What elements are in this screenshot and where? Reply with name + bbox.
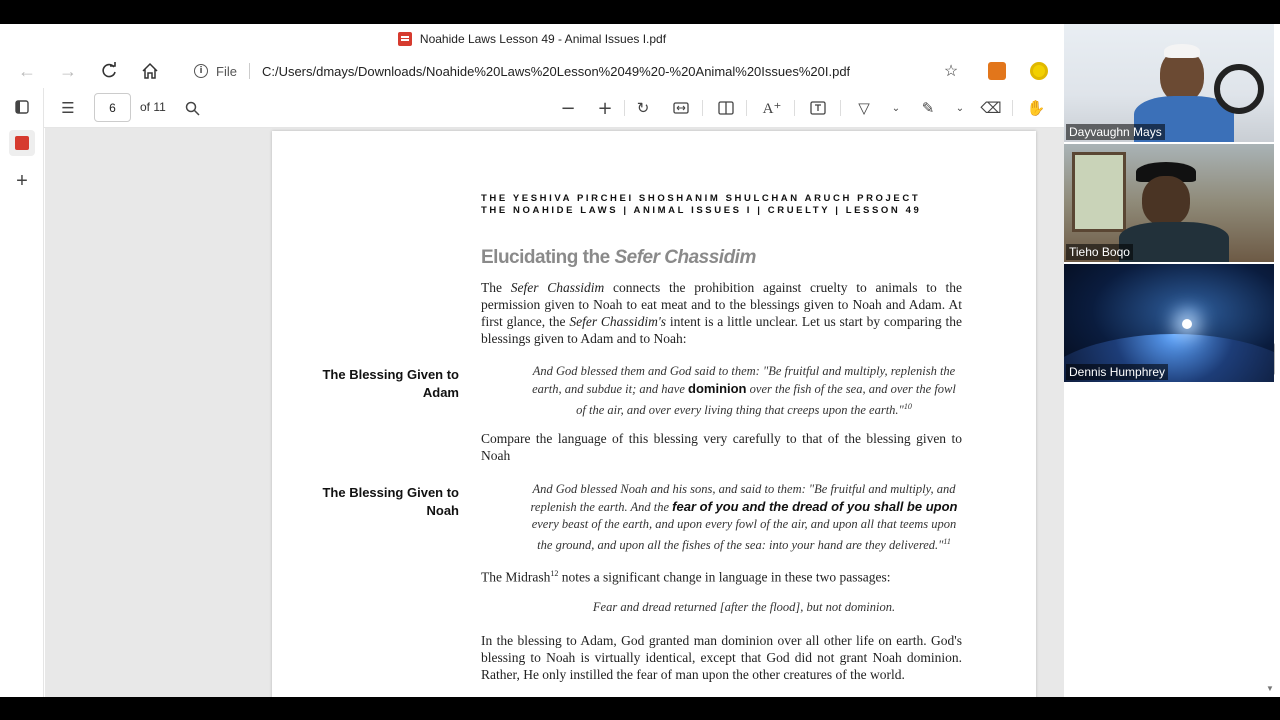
p1-a: The xyxy=(481,280,511,295)
p1-e: intent is a little unclear. Let us start by comparing the blessings given to Adam and to Noah: xyxy=(481,314,962,346)
erase-icon[interactable]: ⌫ xyxy=(980,99,1002,117)
p3-b: notes a significant change in language in these two passages: xyxy=(558,569,891,585)
chevron-down-icon[interactable]: ⌄ xyxy=(891,102,901,114)
read-aloud-icon[interactable]: A⁺ xyxy=(762,100,782,117)
zoom-in-icon[interactable]: + xyxy=(597,97,613,119)
sidenote-adam: The Blessing Given to Adam xyxy=(322,367,459,400)
zoom-out-icon[interactable]: − xyxy=(560,97,576,119)
quote-noah xyxy=(526,481,962,554)
contents-icon[interactable]: ☰ xyxy=(61,99,75,117)
qa-a: And God blessed them and God said to them: "Be fruitful and multiply, replenish the earth, and subdue it; and have xyxy=(532,364,956,396)
navigation-bar xyxy=(0,54,1064,88)
sun-glare xyxy=(1182,319,1192,329)
footnote-12: 12 xyxy=(550,569,559,578)
participant-name: Tiehо Boqo xyxy=(1066,244,1133,260)
heading-text: Elucidating the xyxy=(481,247,615,268)
section-heading xyxy=(481,247,756,269)
paragraph-1 xyxy=(481,279,962,347)
qn-b: fear of you and the dread of you shall be upon xyxy=(672,499,958,514)
toolbar-separator xyxy=(840,100,841,116)
tabs-icon[interactable] xyxy=(9,94,35,120)
pdf-toolbar xyxy=(44,88,1064,128)
toolbar-separator xyxy=(794,100,795,116)
highlight-icon[interactable]: ▽ xyxy=(858,99,870,117)
address-separator xyxy=(249,63,250,79)
touch-icon[interactable]: ✋ xyxy=(1026,99,1046,117)
qa-c: over the fish of the sea, and over the fowl of the air, and over every living thing that creeps upon the earth." xyxy=(576,382,956,418)
toolbar-separator xyxy=(624,100,625,116)
sidenote-noah: The Blessing Given to Noah xyxy=(322,485,459,518)
doc-header-line-1: THE YESHIVA PIRCHEI SHOSHANIM SHULCHAN ARUCH PROJECT xyxy=(481,193,921,204)
address-bar[interactable] xyxy=(180,57,970,85)
pdf-viewer[interactable] xyxy=(45,128,1064,697)
toolbar-separator xyxy=(746,100,747,116)
paragraph-3 xyxy=(481,565,962,586)
scroll-down-arrow[interactable]: ▼ xyxy=(1266,684,1274,693)
extension-icon[interactable] xyxy=(1030,62,1048,80)
file-label: File xyxy=(216,63,237,79)
microphone-arm xyxy=(1214,64,1264,114)
page-view-icon[interactable] xyxy=(714,96,738,120)
participant-cap xyxy=(1164,44,1200,58)
p1-c: connects the prohibition against cruelty to animals to the permission given to Noah to eat meat and to the blessings given to Noah and Adam. At first glance, the xyxy=(481,280,962,329)
chevron-down-icon[interactable]: ⌄ xyxy=(955,102,965,114)
add-icon[interactable]: + xyxy=(16,169,28,192)
forward-icon[interactable]: → xyxy=(59,60,77,81)
draw-icon[interactable]: ✎ xyxy=(921,99,935,117)
home-icon[interactable] xyxy=(135,56,165,86)
pdf-icon xyxy=(398,32,412,46)
text-icon[interactable] xyxy=(806,96,830,120)
qn-a: And God blessed Noah and his sons, and said to them: "Be fruitful and multiply, and replenish the earth. And the xyxy=(530,482,956,514)
rotate-icon[interactable]: ↻ xyxy=(636,99,650,117)
window-frame xyxy=(1072,152,1126,232)
search-icon[interactable] xyxy=(180,96,204,120)
metamask-icon[interactable] xyxy=(988,62,1006,80)
p1-b: Sefer Chassidim xyxy=(510,280,605,295)
video-tile-1[interactable] xyxy=(1064,24,1274,142)
paragraph-2: Compare the language of this blessing very carefully to that of the blessing given to Noah xyxy=(481,431,962,463)
refresh-icon[interactable] xyxy=(94,56,124,86)
participant-jacket xyxy=(1119,222,1229,262)
footnote-10: 10 xyxy=(903,402,912,411)
p3-a: The Midrash xyxy=(481,569,551,585)
quote-adam xyxy=(526,363,962,419)
url-text[interactable]: C:/Users/dmays/Downloads/Noahide%20Laws%20Lesson%2049%20-%20Animal%20Issues%20I.pdf xyxy=(261,63,851,79)
participant-name: Dennis Humphrey xyxy=(1066,364,1168,380)
info-icon[interactable]: i xyxy=(194,64,208,78)
video-tile-3[interactable] xyxy=(1064,264,1274,382)
paragraph-4: In the blessing to Adam, God granted man dominion over all other life on earth. God's blessing to Noah is virtually identical, except that God did not grant Noah dominion. Rather, He only instilled the fear of man upon the other creatures of the world. xyxy=(481,633,962,682)
participant-name: Dayvaughn Mays xyxy=(1066,124,1165,140)
page-count: of 11 xyxy=(140,100,166,114)
favorite-icon[interactable]: ☆ xyxy=(943,63,959,80)
page-number-input[interactable]: 6 xyxy=(94,93,131,122)
window-title: Noahide Laws Lesson 49 - Animal Issues I.pdf xyxy=(419,32,667,46)
qa-b: dominion xyxy=(688,381,747,396)
quote-midrash: Fear and dread returned [after the flood], but not dominion. xyxy=(592,600,896,614)
back-icon[interactable]: ← xyxy=(18,60,36,81)
title-bar xyxy=(0,24,1064,54)
video-tile-2[interactable] xyxy=(1064,144,1274,262)
doc-header-line-2: THE NOAHIDE LAWS | ANIMAL ISSUES I | CRUELTY | LESSON 49 xyxy=(481,205,922,216)
video-panel xyxy=(1064,24,1276,382)
heading-italic: Sefer Chassidim xyxy=(614,247,756,268)
footnote-11: 11 xyxy=(943,537,951,546)
p1-d: Sefer Chassidim's xyxy=(569,314,667,329)
toolbar-separator xyxy=(1012,100,1013,116)
fit-icon[interactable] xyxy=(669,96,693,120)
pdf-tab-icon[interactable] xyxy=(9,130,35,156)
participant-head xyxy=(1142,176,1190,226)
top-letterbox xyxy=(0,0,1280,24)
toolbar-separator xyxy=(702,100,703,116)
bottom-letterbox xyxy=(0,697,1280,720)
qn-c: every beast of the earth, and upon every fowl of the air, and upon all that teems upon the ground, and upon all the fishes of the sea: into your hand are they delivered." xyxy=(531,517,957,553)
left-rail xyxy=(0,88,44,697)
pdf-page xyxy=(272,131,1036,697)
